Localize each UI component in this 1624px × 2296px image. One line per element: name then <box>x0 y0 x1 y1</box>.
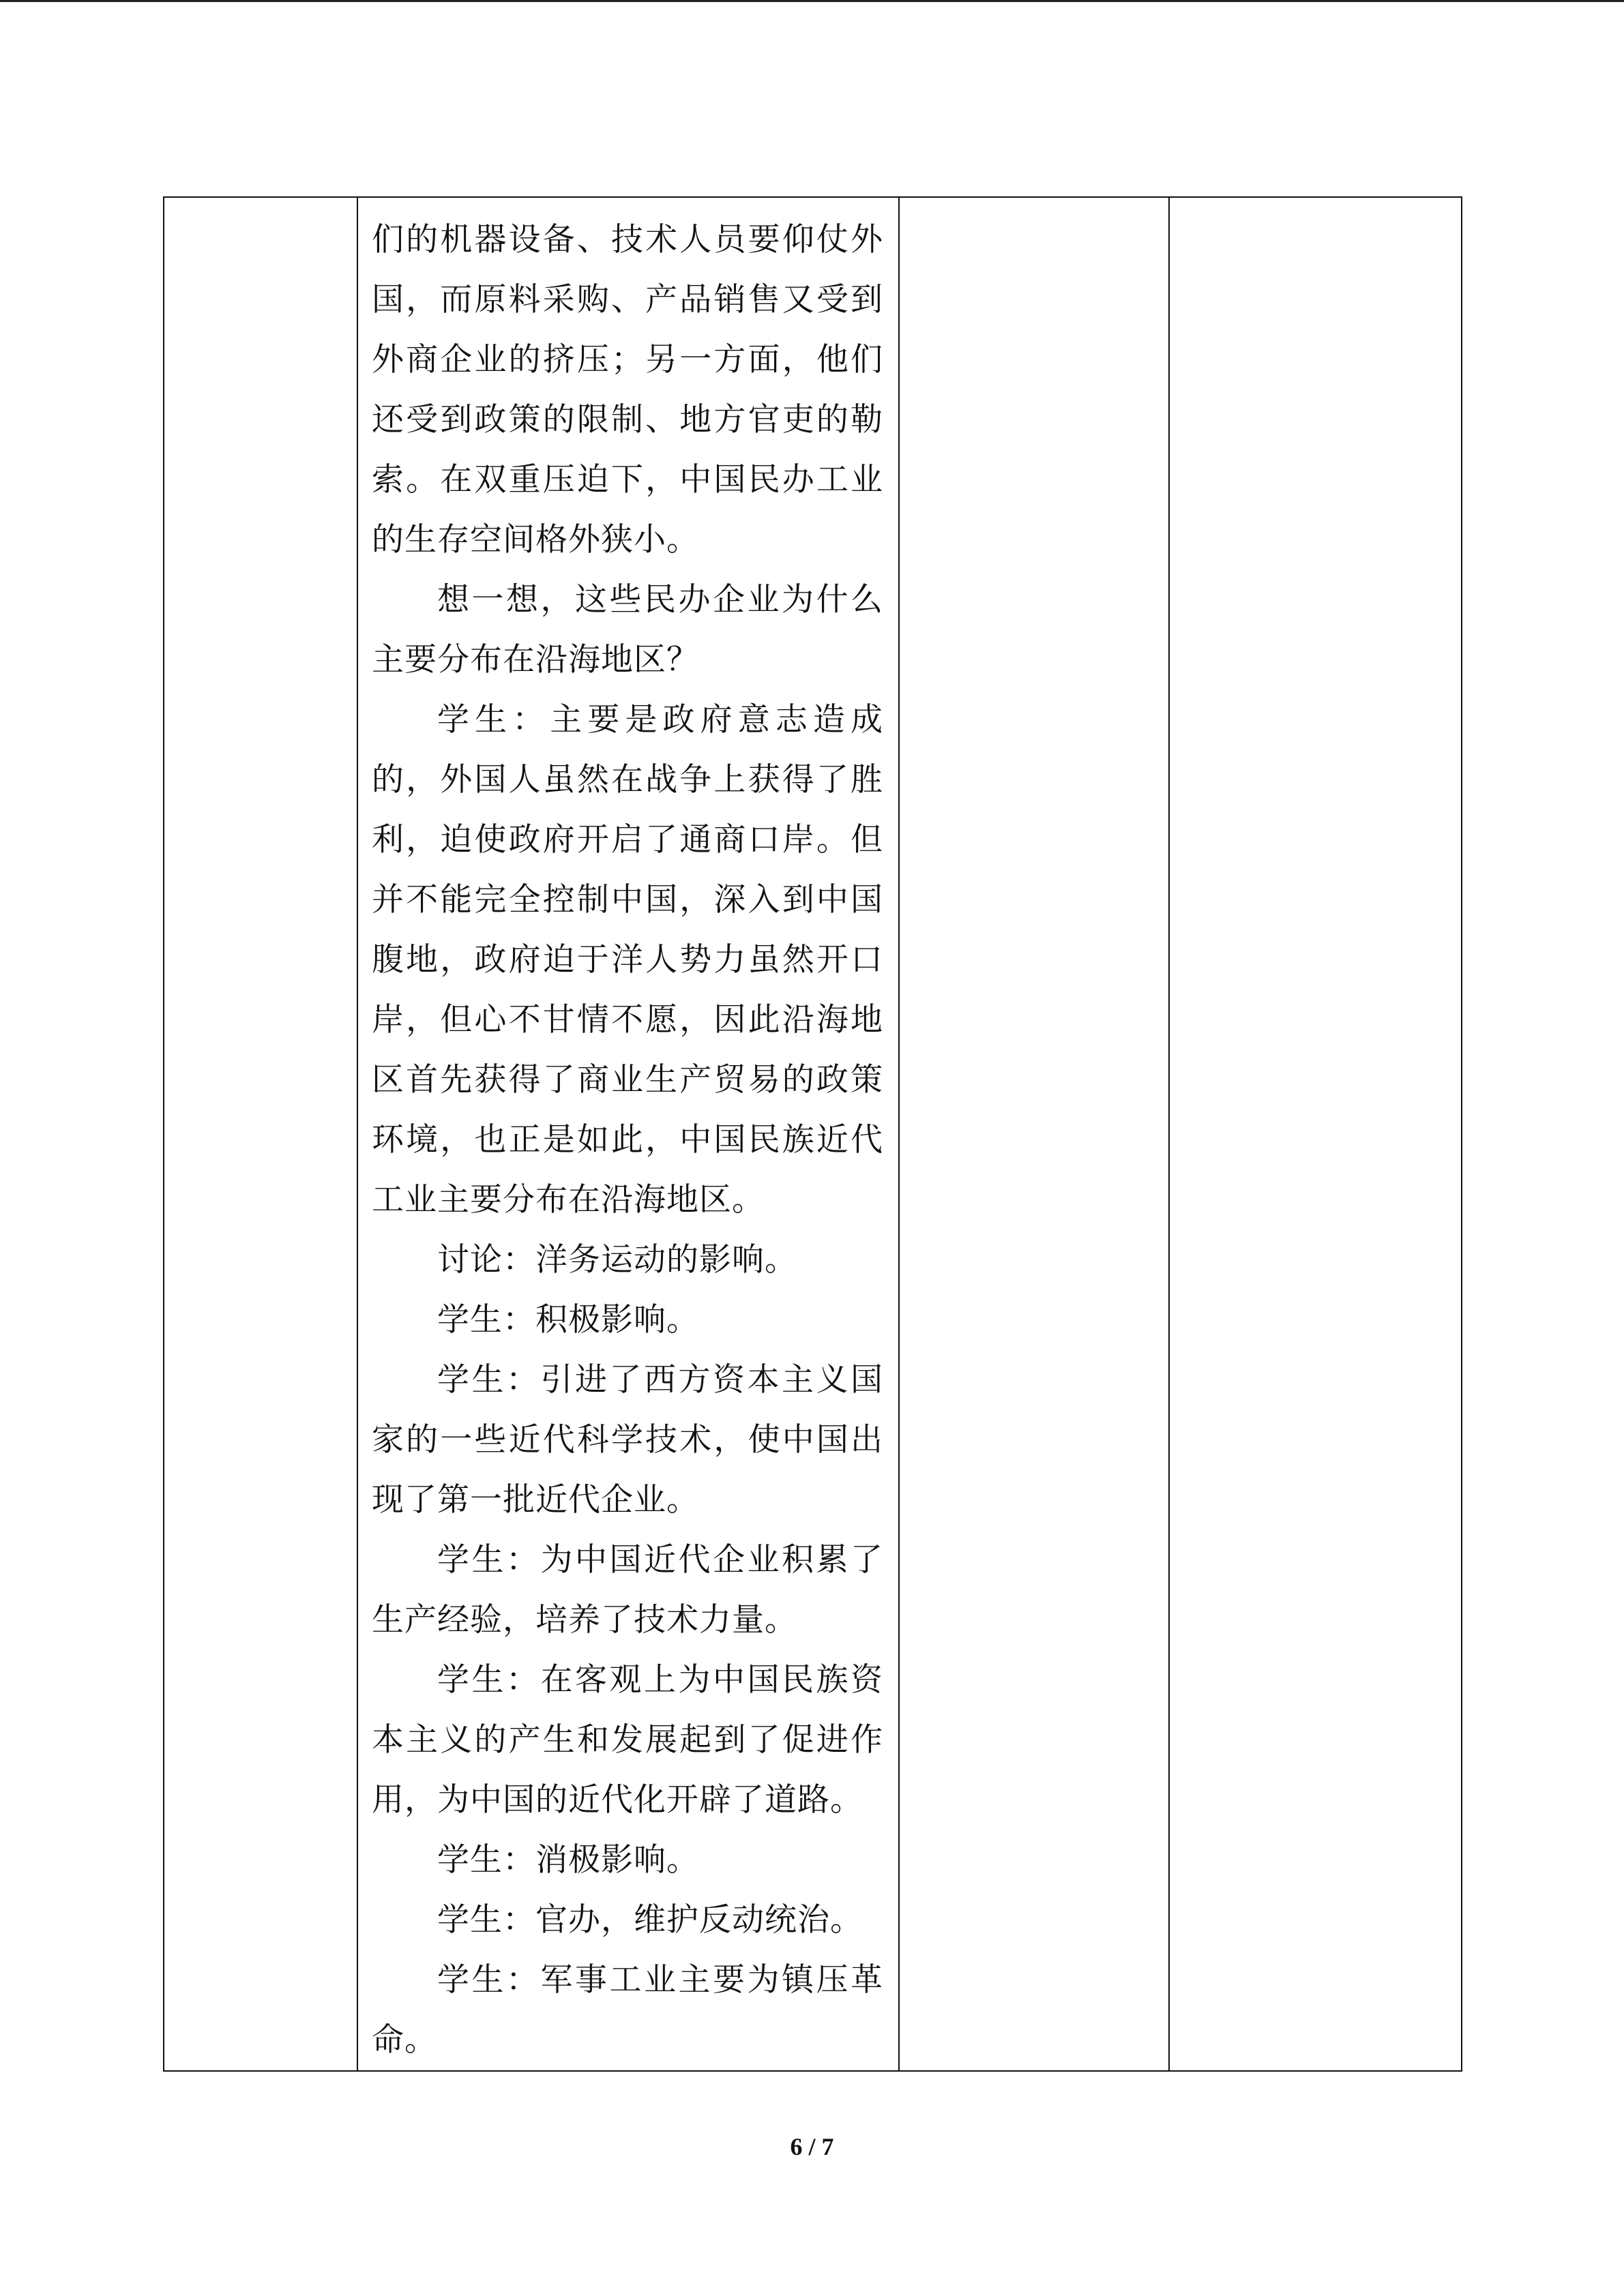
table-row <box>164 197 1462 2071</box>
empty-cell-third-column <box>899 197 1169 2071</box>
paragraph-production-experience: 学生：为中国近代企业积累了生产经验，培养了技术力量。 <box>372 1541 883 1639</box>
empty-cell-first-column <box>164 197 357 2071</box>
paragraph-foreign-dependence: 们的机器设备、技术人员要仰仗外国，而原料采购、产品销售又受到外商企业的挤压；另一方面，他们还受到政策的限制、地方官吏的勒索。在双重压迫下，中国民办工业的生存空间格外狭小。 <box>372 221 883 558</box>
paragraph-introduced-technology: 学生：引进了西方资本主义国家的一些近代科学技术，使中国出现了第一批近代企业。 <box>372 1361 883 1519</box>
paragraph-national-capitalism: 学生：在客观上为中国民族资本主义的产生和发展起到了促进作用，为中国的近代化开辟了道路。 <box>372 1661 883 1819</box>
teaching-content-cell <box>357 197 899 2071</box>
page-number: 6 / 7 <box>790 2133 834 2160</box>
paragraph-discussion-prompt: 讨论：洋务运动的影响。 <box>437 1241 797 1279</box>
paragraph-official-run: 学生：官办，维护反动统治。 <box>437 1901 863 1939</box>
paragraph-military-industry: 学生：军事工业主要为镇压革命。 <box>372 1961 883 2059</box>
paragraph-question-coastal: 想一想，这些民办企业为什么主要分布在沿海地区？ <box>372 581 883 679</box>
top-border-line <box>0 0 1624 2</box>
empty-cell-fourth-column <box>1169 197 1462 2071</box>
lesson-plan-table <box>163 196 1462 2072</box>
paragraph-negative-impact: 学生：消极影响。 <box>437 1841 699 1879</box>
paragraph-positive-impact: 学生：积极影响。 <box>437 1301 699 1339</box>
paragraph-student-answer-coastal: 学生：主要是政府意志造成的，外国人虽然在战争上获得了胜利，迫使政府开启了通商口岸。但并不能完全控制中国，深入到中国腹地，政府迫于洋人势力虽然开口岸，但心不甘情不愿，因此沿海地区首先获得了商业生产贸易的政策环境，也正是如此，中国民族近代工业主要分布在沿海地区。 <box>372 701 883 1219</box>
